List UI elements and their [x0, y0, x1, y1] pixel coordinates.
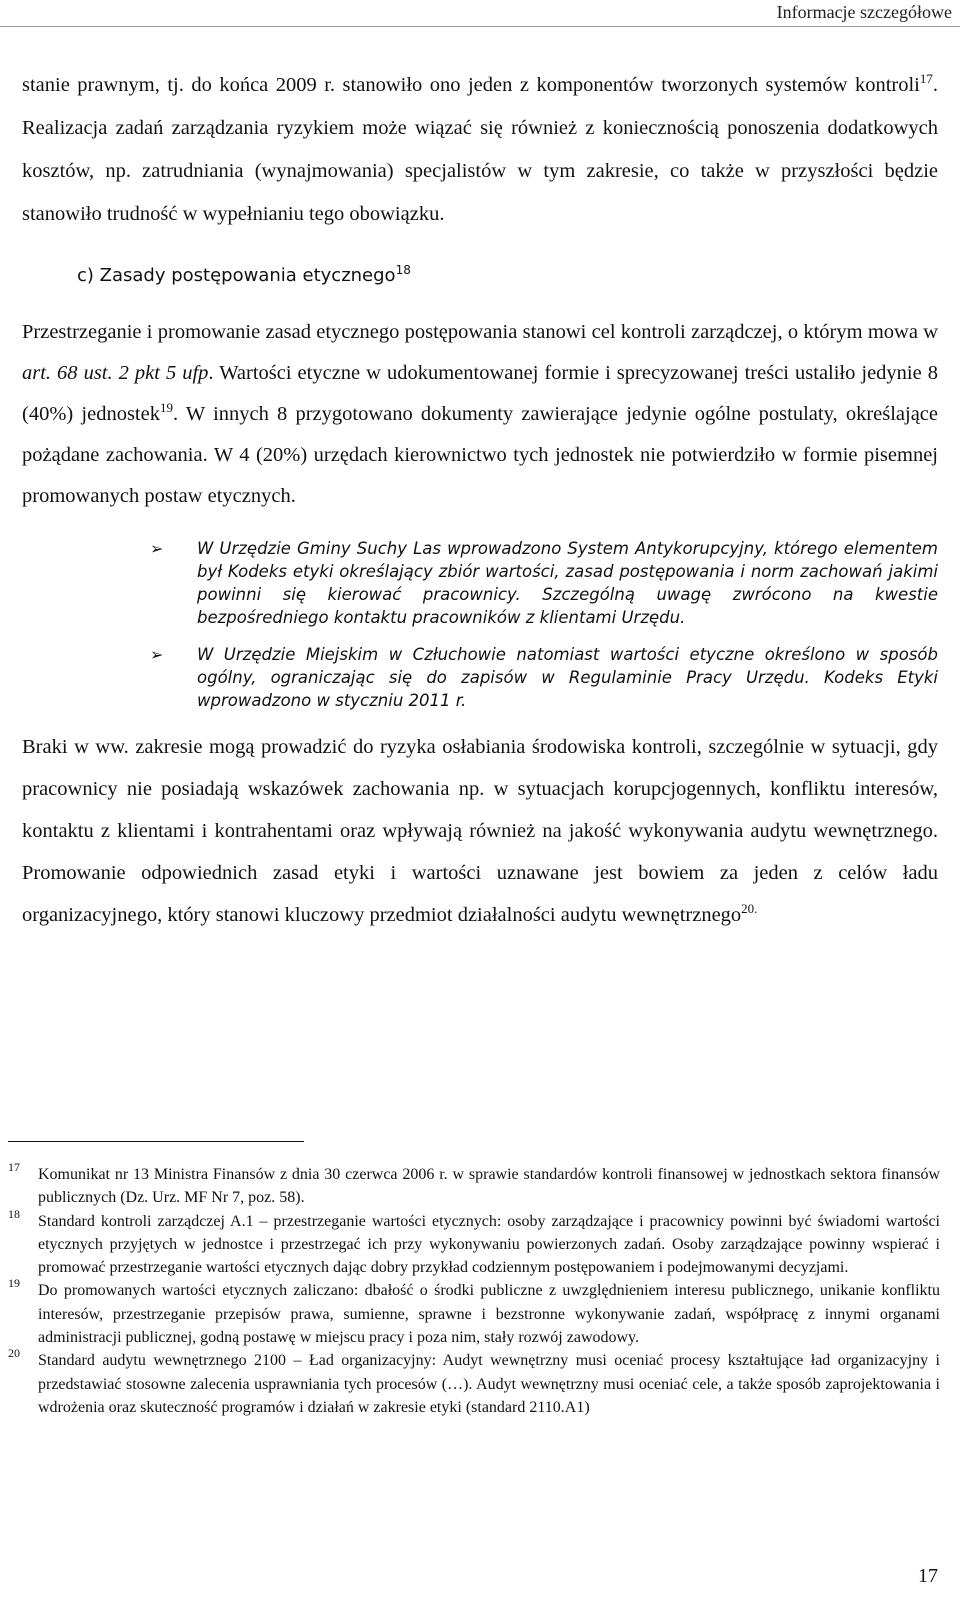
paragraph-ethics: Przestrzeganie i promowanie zasad etycznego postępowania stanowi cel kontroli zarządczej, o którym mowa w art. 68 ust. 2 pkt 5 ufp. Wartości etyczne w udokumentowanej formie i sprecyzowanej treści ustaliło jedynie 8 (40%) jednostek$^{19}$. W innych 8 przygotowano dokumenty zawierające jedynie ogólne postulaty, określające pożądane zachowania. W 4 (20%) urzędach kierownictwo tych jednostek nie potwierdziło w formie pisemnej promowanych postaw etycznych. [22, 321, 939, 507]
footnote-number: 20 [8, 1346, 20, 1361]
paragraph-deficiencies: Braki w ww. zakresie mogą prowadzić do ryzyka osłabiania środowiska kontroli, szczególnie w sytuacji, gdy pracownicy nie posiadają wskazówek zachowania np. w sytuacjach korupcjogennych, konfliktu interesów, kontaktu z klientami i kontrahentami oraz wpływają również na jakość wykonywania audytu wewnętrznego. Promowanie odpowiednich zasad etyki i wartości uznawane jest bowiem za jeden z celów ładu organizacyjnego, który stanowi kluczowy przedmiot działalności audytu wewnętrznego$^{20.}$ [22, 736, 938, 926]
legal-reference: art. 68 ust. 2 pkt 5 ufp [22, 362, 209, 384]
footnote-18: 18 Standard kontroli zarządczej A.1 – przestrzeganie wartości etycznych: osoby zarządzające i pracownicy powinni być świadomi wartości etycznych przyjętych w jednostce i przestrzegać ich przy wykonywaniu powierzonych zadań. Osoby zarządzające powinny wspierać i promować przestrzeganie wartości etycznych dając dobry przykład codziennym postępowaniem i podejmowanymi decyzjami. [8, 1210, 940, 1280]
header-title: Informacje szczegółowe [776, 2, 952, 22]
list-item: ➢ W Urzędzie Miejskim w Człuchowie natomiast wartości etyczne określono w sposób ogólny, ograniczając się do zapisów w Regulaminie Pracy Urzędu. Kodeks Etyki wprowadzono w styczniu 2011 r. [150, 645, 938, 710]
footnote-ref-20[interactable]: 20. [741, 901, 758, 917]
footnote-ref-17[interactable]: 17 [919, 71, 933, 87]
section-heading-ethics: c) Zasady postępowania etycznego$^{18}$ [77, 263, 411, 286]
footnote-17: 17 Komunikat nr 13 Ministra Finansów z dnia 30 czerwca 2006 r. w sprawie standardów kontroli finansowej w jednostkach sektora finansów publicznych (Dz. Urz. MF Nr 7, poz. 58). [8, 1163, 940, 1210]
paragraph-risk-management: stanie prawnym, tj. do końca 2009 r. stanowiło ono jeden z komponentów tworzonych systemów kontroli$^{17}$. Realizacja zadań zarządzania ryzykiem może wiązać się również z koniecznością ponoszenia dodatkowych kosztów, np. zatrudniania (wynajmowania) specjalistów w tym zakresie, co także w przyszłości będzie stanowiło trudność w wypełnianiu tego obowiązku. [22, 71, 938, 225]
footnote-ref-19[interactable]: 19 [159, 400, 173, 416]
footnote-19: 19 Do promowanych wartości etycznych zaliczano: dbałość o środki publiczne z uwzględnieniem interesu publicznego, unikanie konfliktu interesów, przestrzeganie przepisów prawa, sumienne, sprawne i bezstronne wykonywanie zadań, współpracę z innymi organami administracji publicznej, godną postawę w miejscu pracy i poza nim, stały rozwój zawodowy. [8, 1279, 940, 1349]
footnote-number: 18 [8, 1206, 20, 1221]
page-header [0, 0, 960, 27]
page-number: 17 [918, 1565, 938, 1587]
example-list [22, 537, 938, 712]
footnote-number: 19 [8, 1276, 20, 1291]
footnote-ref-18[interactable]: 18 [395, 263, 411, 277]
main-content [22, 64, 938, 936]
arrow-bullet-icon: ➢ [150, 645, 164, 664]
footnotes [8, 1160, 940, 1419]
footnote-number: 17 [8, 1160, 20, 1174]
list-item: ➢ W Urzędzie Gminy Suchy Las wprowadzono System Antykorupcyjny, którego elementem był Kodeks etyki określający zbiór wartości, zasad postępowania i norm zachowań jakimi powinni się kierować pracownicy. Szczególną uwagę zwrócono na kwestie bezpośredniego kontaktu pracowników z klientami Urzędu. [150, 539, 938, 627]
footnote-separator [8, 1141, 304, 1142]
arrow-bullet-icon: ➢ [150, 539, 164, 558]
footnote-20: 20 Standard audytu wewnętrznego 2100 – Ład organizacyjny: Audyt wewnętrzny musi oceniać procesy kształtujące ład organizacyjny i przedstawiać stosowne zalecenia usprawniania tych procesów (…). Audyt wewnętrzny musi oceniać cele, a także sposób zaprojektowania i wdrożenia oraz skuteczność programów i działań w zakresie etyki (standard 2110.A1) [8, 1349, 940, 1419]
